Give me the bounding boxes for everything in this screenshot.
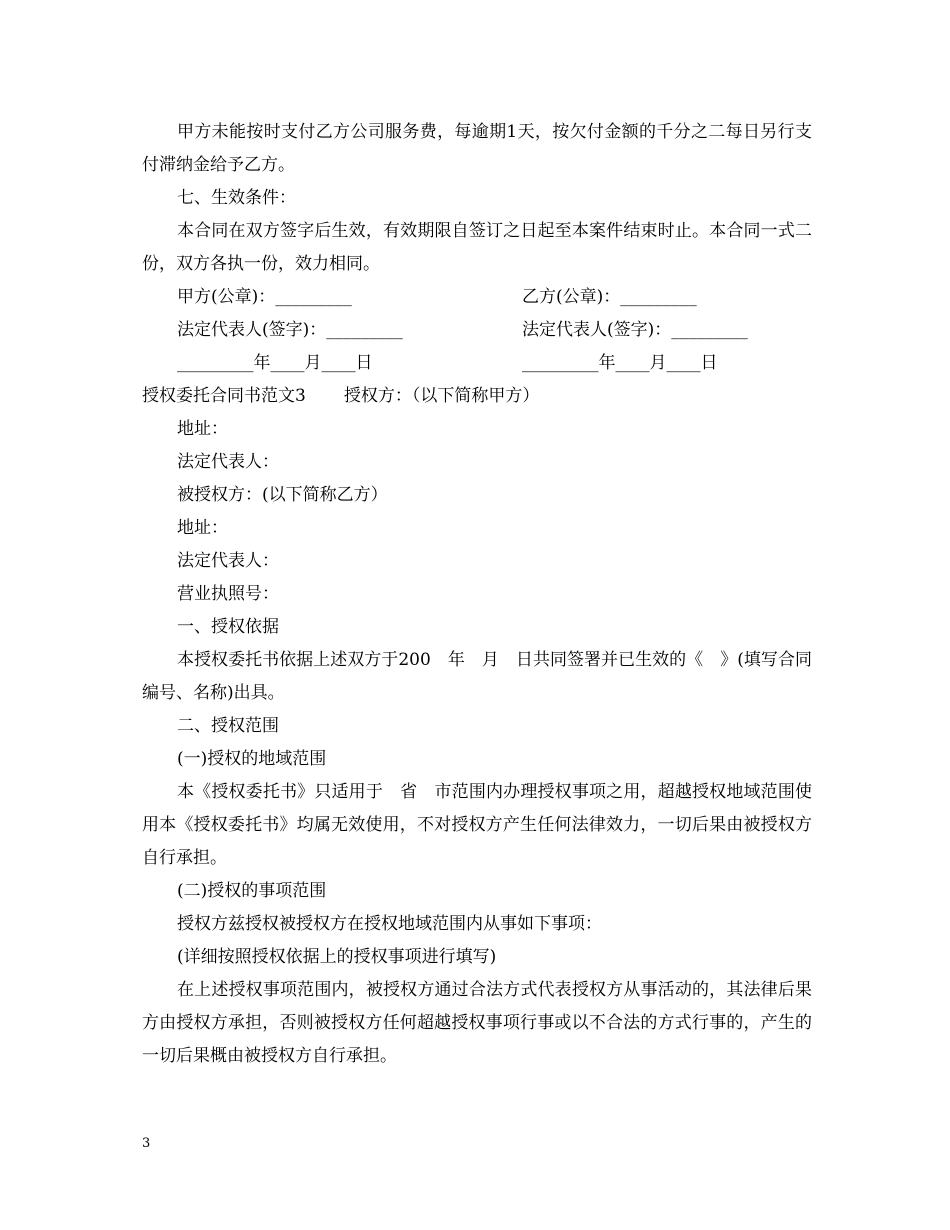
heading-authorization-scope: 二、授权范围	[177, 716, 279, 736]
subheading-matter-scope: (二)授权的事项范围	[177, 881, 327, 901]
heading-authorization-basis: 一、授权依据	[177, 617, 279, 637]
party-a-seal-field: 甲方(公章)：_________	[177, 287, 352, 307]
authorized-party-label: 被授权方：(以下简称乙方）	[177, 485, 388, 505]
section-title-line	[142, 380, 812, 413]
authorized-party-address: 地址：	[177, 518, 228, 538]
party-b-seal-field: 乙方(公章)：_________	[522, 287, 697, 307]
signature-row-seal	[142, 281, 812, 314]
authorizer-address: 地址：	[177, 419, 228, 439]
paragraph-legal-consequences: 在上述授权事项范围内，被授权方通过合法方式代表授权方从事活动的，其法律后果方由授权方承担，否则被授权方任何超越授权事项行事或以不合法的方式行事的，产生的一切后果概由被授权方自行承担。	[142, 980, 812, 1066]
authorizer-legal-rep: 法定代表人：	[177, 452, 279, 472]
authorized-party-legal-rep: 法定代表人：	[177, 551, 279, 571]
heading-effective-conditions: 七、生效条件：	[177, 188, 296, 208]
party-a-representative-field: 法定代表人(签字)：_________	[177, 320, 403, 340]
document-body	[142, 116, 812, 1073]
paragraph-matter-scope: 授权方兹授权被授权方在授权地域范围内从事如下事项：	[177, 914, 602, 934]
signature-row-representative	[142, 314, 812, 347]
page-number: 3	[142, 1136, 151, 1151]
section-title: 授权委托合同书范文3	[142, 386, 306, 406]
business-license-number: 营业执照号：	[177, 584, 279, 604]
signature-row-date	[142, 347, 812, 380]
party-b-date-field: _________年____月____日	[522, 353, 718, 373]
paragraph-authorization-basis: 本授权委托书依据上述双方于200 年 月 日共同签署并已生效的《 》(填写合同编号、名称)出具。	[142, 650, 812, 703]
subheading-geographic-scope: (一)授权的地域范围	[177, 749, 327, 769]
paragraph-late-fee: 甲方未能按时支付乙方公司服务费，每逾期1天，按欠付金额的千分之二每日另行支付滞纳金给予乙方。	[142, 122, 812, 175]
authorizer-label: 授权方：（以下简称甲方）	[343, 386, 540, 406]
party-b-representative-field: 法定代表人(签字)：_________	[522, 320, 748, 340]
paragraph-effective-terms: 本合同在双方签字后生效，有效期限自签订之日起至本案件结束时止。本合同一式二份，双方各执一份，效力相同。	[142, 221, 812, 274]
party-a-date-field: _________年____月____日	[177, 353, 373, 373]
paragraph-geographic-scope: 本《授权委托书》只适用于 省 市范围内办理授权事项之用，超越授权地域范围使用本《授权委托书》均属无效使用，不对授权方产生任何法律效力，一切后果由被授权方自行承担。	[142, 782, 812, 868]
paragraph-fill-instructions: (详细按照授权依据上的授权事项进行填写)	[177, 947, 497, 967]
